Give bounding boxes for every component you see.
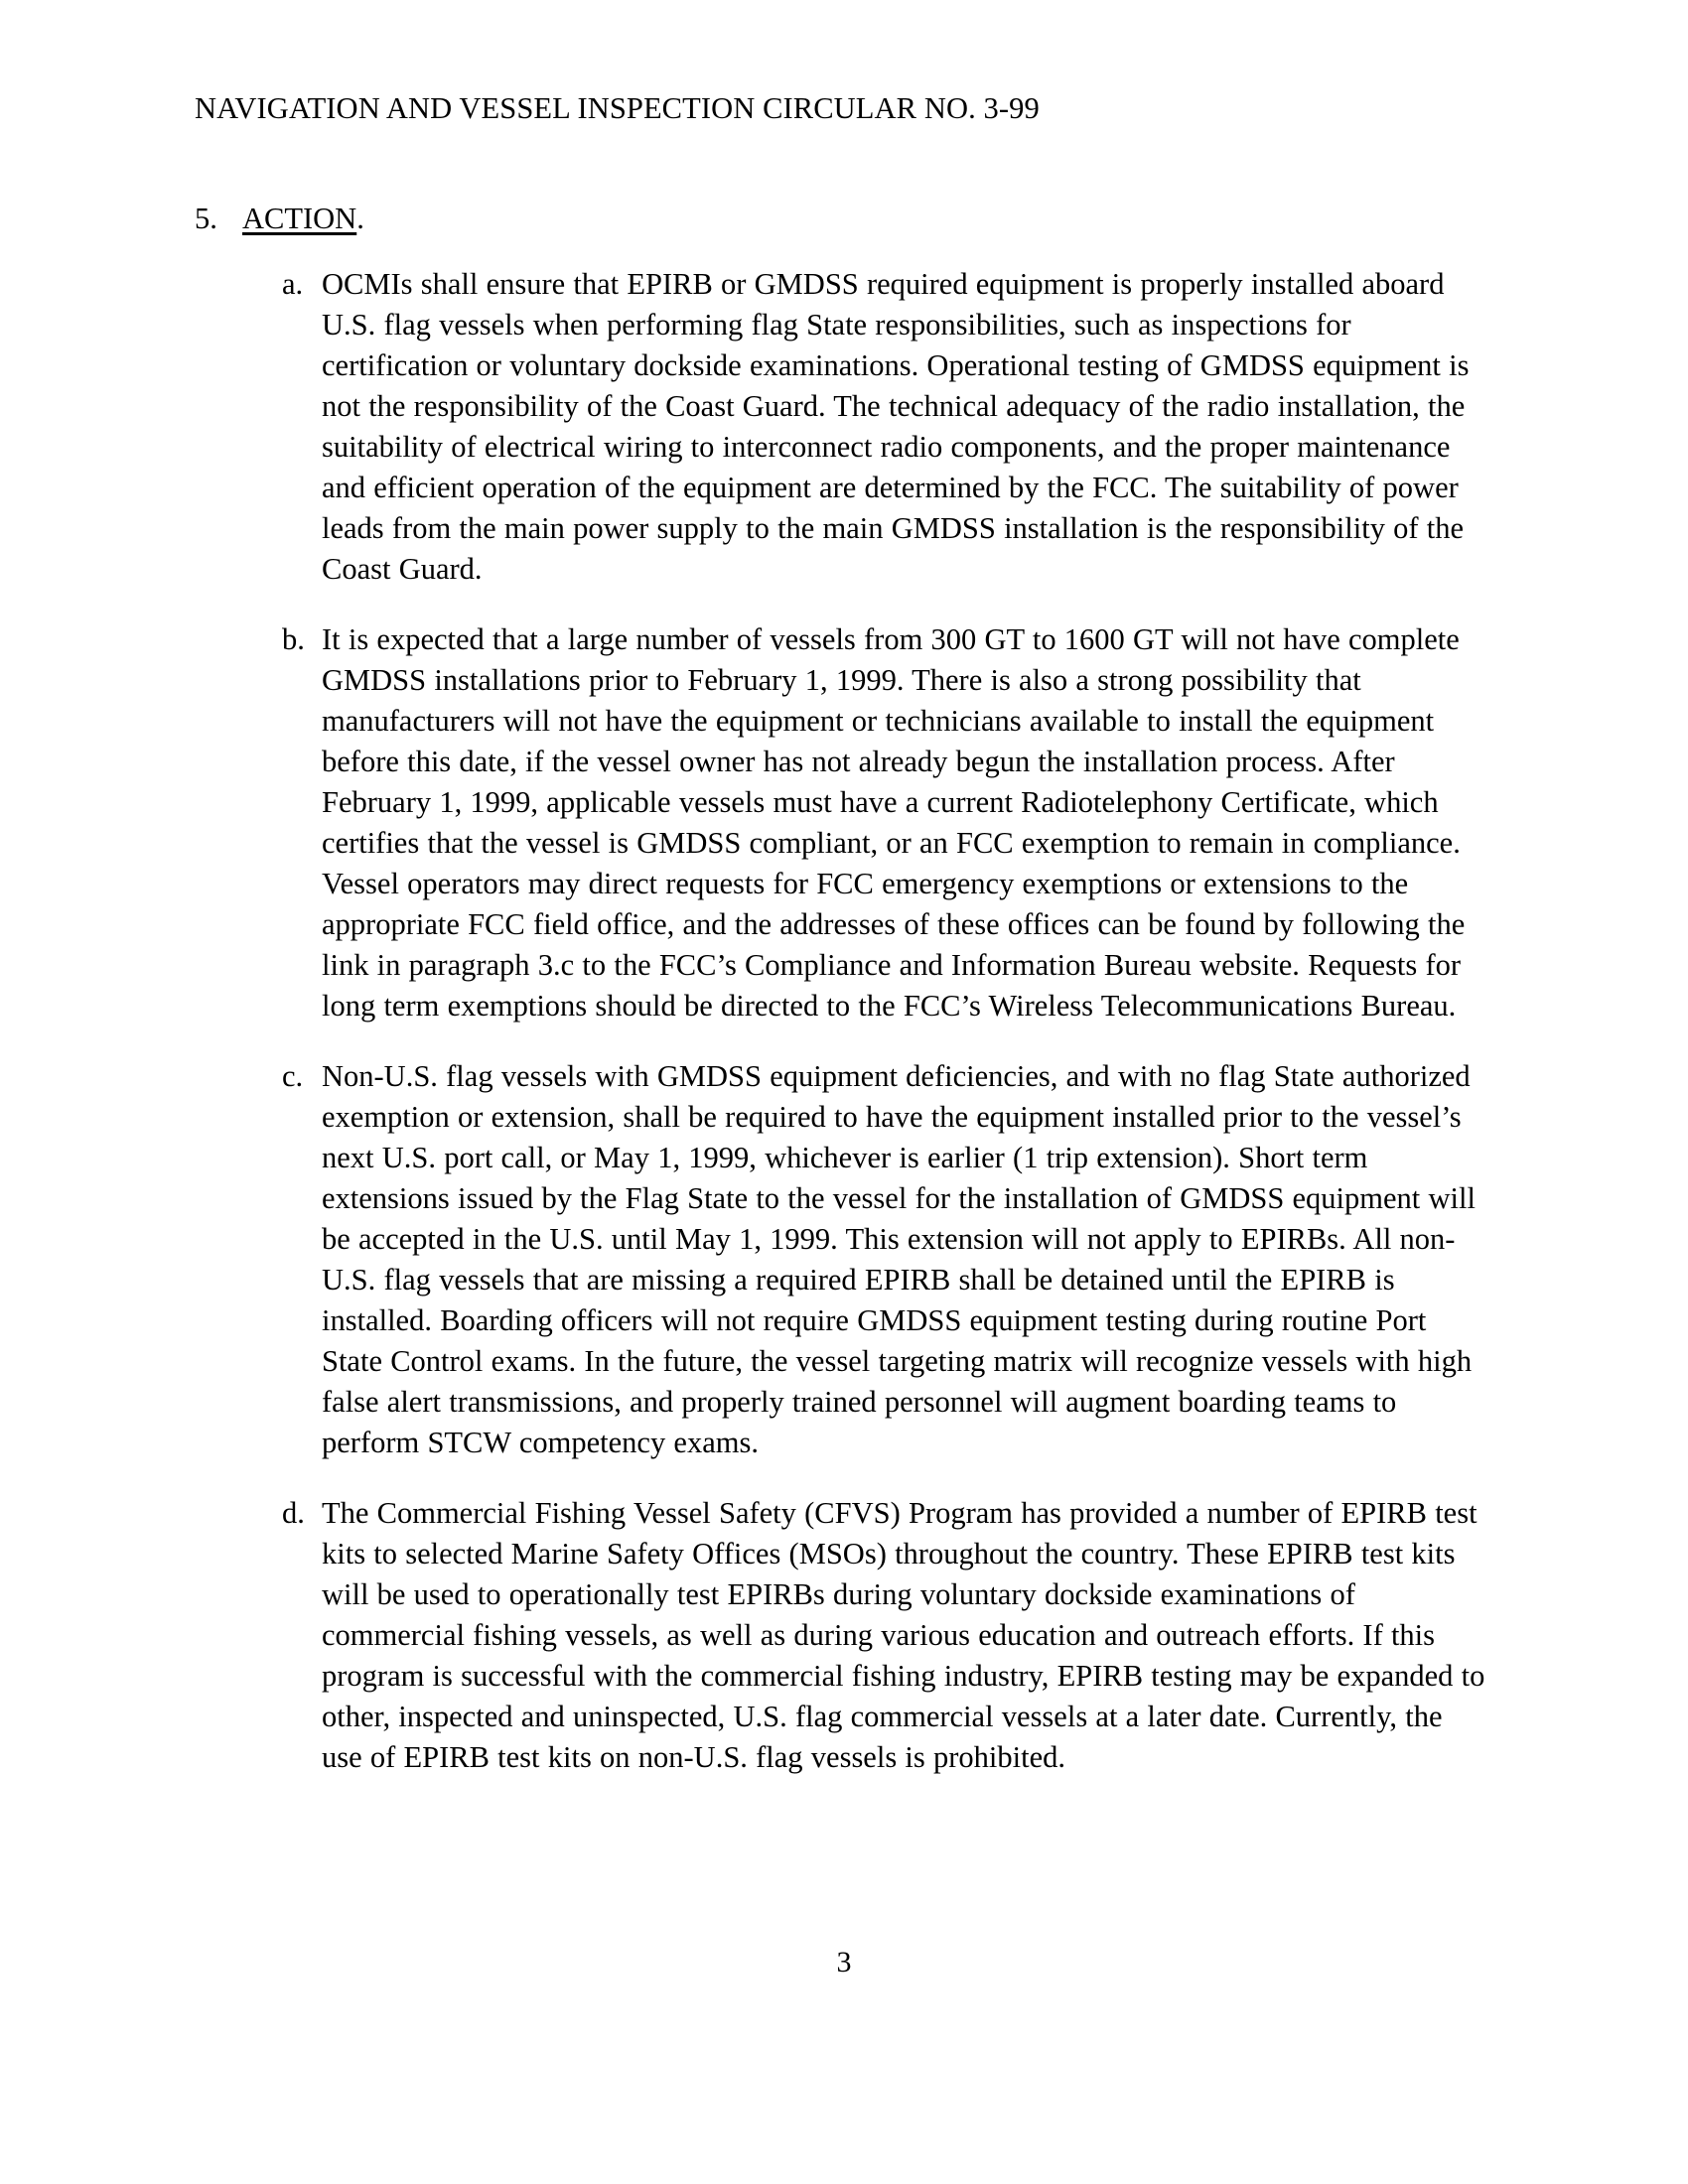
list-item-text: It is expected that a large number of vessels from 300 GT to 1600 GT will not have complete GMDSS installations prior to February 1, 1999. There is also a strong possibility that manufacturers will not have the equipment or technicians available to install the equipment before this date, if the vessel owner has not already begun the installation process. After February 1, 1999, applicable vessels must have a current Radiotelephony Certificate, which certifies that the vessel is GMDSS compliant, or an FCC exemption to remain in compliance. Vessel operators may direct requests for FCC emergency exemptions or extensions to the appropriate FCC field office, and the addresses of these offices can be found by following the link in paragraph 3.c to the FCC’s Compliance and Information Bureau website. Requests for long term exemptions should be directed to the FCC’s Wireless Telecommunications Bureau. [322,621,1466,1023]
page-number: 3 [836,1946,852,1979]
list-item-text: Non-U.S. flag vessels with GMDSS equipment deficiencies, and with no flag State authorized exemption or extension, shall be required to have the equipment installed prior to the vessel’s next U.S. port call, or May 1, 1999, whichever is earlier (1 trip extension). Short term extensions issued by the Flag State to the vessel for the installation of GMDSS equipment will be accepted in the U.S. until May 1, 1999. This extension will not apply to EPIRBs. All non-U.S. flag vessels that are missing a required EPIRB shall be detained until the EPIRB is installed. Boarding officers will not require GMDSS equipment testing during routine Port State Control exams. In the future, the vessel targeting matrix will recognize vessels with high false alert transmissions, and properly trained personnel will augment boarding teams to perform STCW competency exams. [322,1058,1476,1459]
document-header: NAVIGATION AND VESSEL INSPECTION CIRCULAR NO. 3-99 [195,91,1040,125]
list-item-marker: c. [282,1058,304,1093]
section-number: 5. [195,202,217,235]
list-item [282,619,1485,1026]
list-item-text: The Commercial Fishing Vessel Safety (CFVS) Program has provided a number of EPIRB test kits to selected Marine Safety Offices (MSOs) throughout the country. These EPIRB test kits will be used to operationally test EPIRBs during voluntary dockside examinations of commercial fishing vessels, as well as during various education and outreach efforts. If this program is successful with the commercial fishing industry, EPIRB testing may be expanded to other, inspected and uninspected, U.S. flag commercial vessels at a later date. Currently, the use of EPIRB test kits on non-U.S. flag vessels is prohibited. [322,1495,1485,1775]
section-title-punctuation: . [356,202,364,235]
list-item-marker: a. [282,266,304,301]
section-heading [195,204,1485,234]
list-item [282,1493,1485,1778]
list-item-marker: b. [282,621,305,656]
list-item [282,1056,1485,1463]
list-item-marker: d. [282,1495,305,1530]
section-title: ACTION [242,202,357,235]
list-item-text: OCMIs shall ensure that EPIRB or GMDSS required equipment is properly installed aboard U.S. flag vessels when performing flag State responsibilities, such as inspections for certification or voluntary dockside examinations. Operational testing of GMDSS equipment is not the responsibility of the Coast Guard. The technical adequacy of the radio installation, the suitability of electrical wiring to interconnect radio components, and the proper maintenance and efficient operation of the equipment are determined by the FCC. The suitability of power leads from the main power supply to the main GMDSS installation is the responsibility of the Coast Guard. [322,266,1470,586]
document-body [195,204,1485,1778]
section-items [195,264,1485,1779]
section-heading-text [242,204,364,234]
list-item [282,264,1485,590]
